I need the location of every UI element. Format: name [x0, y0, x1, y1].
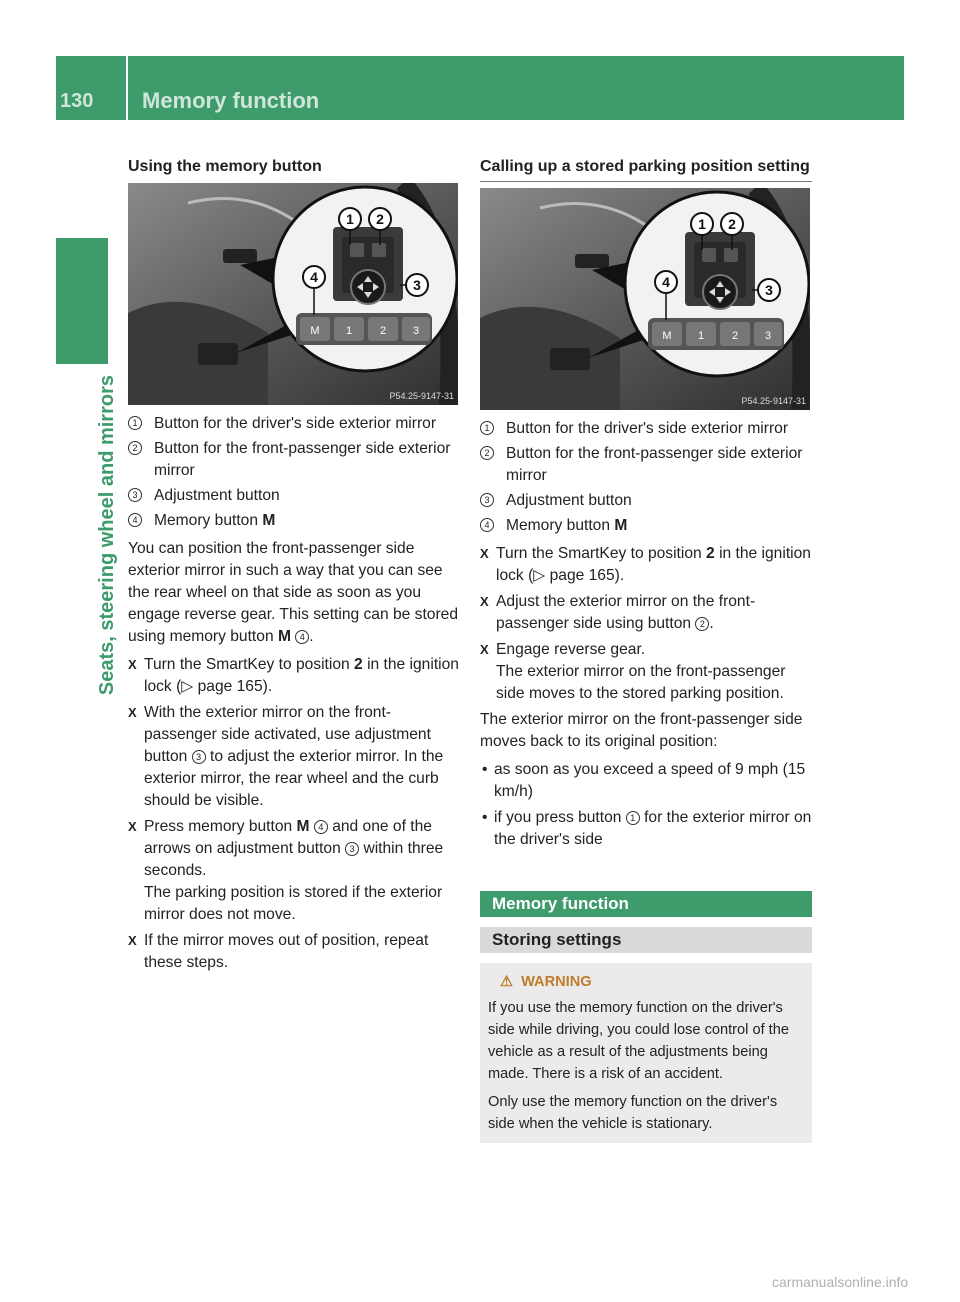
right-column [480, 156, 812, 1143]
step-arrow-icon: X [128, 819, 137, 834]
memory-button-1: 1 [697, 330, 705, 342]
warning-text: If you use the memory function on the driver's side while driving, you could lose control of the vehicle as a result of the adjustments being made. There is a risk of an accident. [488, 1000, 789, 1082]
legend-item [128, 510, 460, 532]
legend-text: Button for the front-passenger side exterior mirror [154, 440, 451, 479]
legend-text: Adjustment button [154, 487, 280, 504]
bullet-item: • as soon as you exceed a speed of 9 mph (15 km/h) [482, 761, 806, 800]
step-arrow-icon: X [128, 657, 137, 672]
callout-2: 2 [728, 216, 736, 232]
step: X Turn the SmartKey to position 2 in the ignition lock (▷ page 165). [480, 545, 811, 584]
step-arrow-icon: X [128, 933, 137, 948]
warning-box [480, 963, 812, 1143]
legend-number: 2 [480, 446, 494, 460]
step: X Press memory button M 4 and one of the arrows on adjustment button 3 within three seconds. The parking position is stored if the exterior mirror does not move. [128, 818, 444, 923]
subsection-heading: Storing settings [480, 927, 812, 953]
chapter-title: Seats, steering wheel and mirrors [96, 375, 118, 696]
legend-number: 1 [480, 421, 494, 435]
memory-button-m: M [662, 330, 672, 342]
callout-2: 2 [376, 211, 384, 227]
bullet-icon: • [482, 761, 488, 778]
chapter-tab [56, 238, 108, 364]
right-heading: Calling up a stored parking position setting [480, 156, 812, 182]
legend-item [480, 490, 812, 512]
legend-text: Button for the driver's side exterior mirror [154, 415, 437, 432]
legend-item [480, 418, 812, 440]
left-column [128, 156, 460, 978]
legend-number: 2 [128, 441, 142, 455]
bullet-icon: • [482, 809, 488, 826]
callout-4: 4 [310, 269, 318, 285]
callout-3: 3 [765, 282, 773, 298]
callout-3: 3 [413, 277, 421, 293]
step-arrow-icon: X [480, 594, 489, 609]
legend-text: Button for the driver's side exterior mirror [506, 420, 789, 437]
legend-item [480, 443, 812, 487]
bullet-item: • if you press button 1 for the exterior mirror on the driver's side [482, 809, 812, 848]
legend-number: 1 [128, 416, 142, 430]
memory-button-2: 2 [379, 325, 387, 337]
memory-button-3: 3 [764, 330, 772, 342]
step-arrow-icon: X [480, 642, 489, 657]
step: X Turn the SmartKey to position 2 in the ignition lock (▷ page 165). [128, 656, 459, 695]
memory-button-1: 1 [345, 325, 353, 337]
legend-item [128, 485, 460, 507]
page-ref-icon: ▷ [181, 678, 194, 695]
page-title: Memory function [142, 88, 320, 113]
warning-text: Only use the memory function on the driver's side when the vehicle is stationary. [488, 1094, 778, 1132]
intro-paragraph: You can position the front-passenger side exterior mirror in such a way that you can see the rear wheel on that side as soon as you engage reverse gear. This setting can be stored using memory button M 4 . [128, 540, 458, 645]
legend-item [480, 515, 812, 537]
page-ref-icon: ▷ [533, 567, 546, 584]
legend-text: Button for the front-passenger side exterior mirror [506, 445, 803, 484]
page-number: 130 [60, 90, 94, 112]
inline-callout: 4 [295, 630, 309, 644]
memory-button-3: 3 [412, 325, 420, 337]
legend-item [128, 438, 460, 482]
callout-1: 1 [346, 211, 354, 227]
inline-callout: 1 [626, 811, 640, 825]
step-arrow-icon: X [128, 705, 137, 720]
figure-code: P54.25-9147-31 [741, 396, 806, 406]
step: X With the exterior mirror on the front-passenger side activated, use adjustment button 3 to adjust the exterior mirror. In the exterior mirror, the rear wheel and the curb should be visible. [128, 704, 444, 809]
door-panel-photo [480, 188, 810, 410]
inline-callout: 4 [314, 820, 328, 834]
legend-text: Adjustment button [506, 492, 632, 509]
after-paragraph: The exterior mirror on the front-passenger side moves back to its original position: [480, 711, 803, 750]
legend-text: Memory button [506, 517, 615, 534]
legend-text: Memory button [154, 512, 263, 529]
callout-1: 1 [698, 216, 706, 232]
step: X Engage reverse gear. The exterior mirror on the front-passenger side moves to the stored parking position. [480, 641, 786, 702]
legend-number: 3 [128, 488, 142, 502]
left-heading: Using the memory button [128, 158, 322, 175]
inline-callout: 3 [345, 842, 359, 856]
callout-4: 4 [662, 274, 670, 290]
legend-item [128, 413, 460, 435]
inline-callout: 3 [192, 750, 206, 764]
legend-bold: M [614, 517, 628, 534]
figure-code: P54.25-9147-31 [389, 391, 454, 401]
legend-bold: M [262, 512, 276, 529]
legend-number: 3 [480, 493, 494, 507]
section-heading: Memory function [480, 891, 812, 917]
step-arrow-icon: X [480, 546, 489, 561]
header-divider [126, 56, 128, 120]
legend-number: 4 [128, 513, 142, 527]
step: X Adjust the exterior mirror on the front-passenger side using button 2 . [480, 593, 756, 632]
legend-number: 4 [480, 518, 494, 532]
warning-triangle-icon: ⚠ [500, 974, 514, 990]
watermark: carmanualsonline.info [772, 1274, 909, 1290]
memory-button-2: 2 [731, 330, 739, 342]
memory-button-m: M [310, 325, 320, 337]
door-panel-photo [128, 183, 458, 405]
inline-callout: 2 [695, 617, 709, 631]
step: X If the mirror moves out of position, repeat these steps. [128, 932, 429, 971]
warning-title-row: ⚠ WARNING [488, 971, 804, 993]
